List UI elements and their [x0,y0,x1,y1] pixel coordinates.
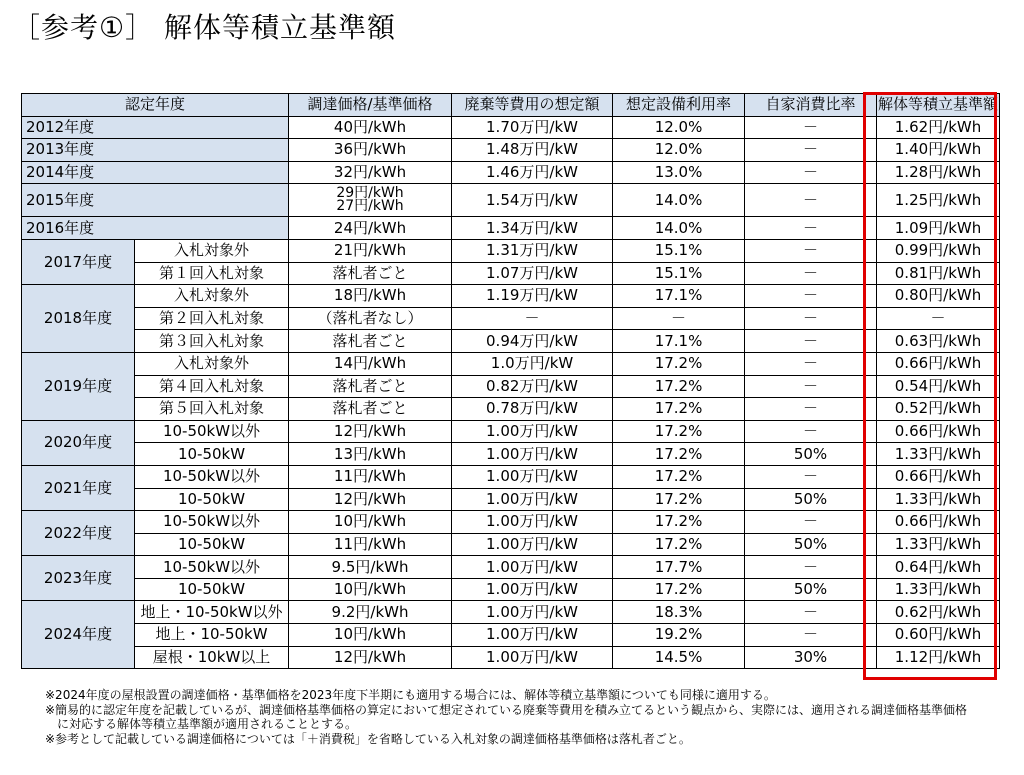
cost-cell: 1.07万円/kW [452,262,613,285]
subcategory-cell: 入札対象外 [135,352,289,375]
reserve-cell: 1.62円/kWh [877,116,1000,139]
selfuse-cell: － [745,556,877,579]
selfuse-cell: － [745,352,877,375]
reserve-table [21,93,1000,669]
reserve-cell: 0.66円/kWh [877,465,1000,488]
reserve-cell: 0.62円/kWh [877,601,1000,624]
reserve-cell: － [877,307,1000,330]
selfuse-cell: － [745,139,877,162]
footnotes [45,688,1020,746]
year-cell: 2018年度 [22,285,135,353]
year-cell: 2014年度 [22,161,289,184]
price-cell: 36円/kWh [289,139,452,162]
util-cell: 17.2% [613,511,745,534]
util-cell: － [613,307,745,330]
price-cell: 40円/kWh [289,116,452,139]
year-cell: 2020年度 [22,420,135,465]
reserve-cell: 1.09円/kWh [877,217,1000,240]
selfuse-cell: － [745,465,877,488]
subcategory-cell: 10-50kW以外 [135,511,289,534]
cost-cell: 1.0万円/kW [452,352,613,375]
price-cell: 10円/kWh [289,511,452,534]
cost-cell: 1.54万円/kW [452,184,613,217]
year-cell: 2017年度 [22,239,135,284]
cost-cell: 1.00万円/kW [452,488,613,511]
util-cell: 14.0% [613,184,745,217]
cost-cell: 1.00万円/kW [452,601,613,624]
selfuse-cell: － [745,330,877,353]
price-cell: 12円/kWh [289,488,452,511]
reserve-cell: 0.66円/kWh [877,420,1000,443]
table-row [22,161,1000,184]
table-row [22,578,1000,601]
util-cell: 12.0% [613,139,745,162]
table-row [22,511,1000,534]
util-cell: 17.1% [613,330,745,353]
table-row [22,285,1000,308]
header-selfuse: 自家消費比率 [745,94,877,117]
footnote-2-continued: に対応する解体等積立基準額が適用されることとする。 [57,717,358,731]
year-cell: 2022年度 [22,511,135,556]
reserve-cell: 0.60円/kWh [877,624,1000,647]
price-line-1: 29円/kWh [336,185,404,202]
price-cell: 落札者ごと [289,330,452,353]
cost-cell: 1.00万円/kW [452,420,613,443]
table-row [22,262,1000,285]
reserve-cell: 1.33円/kWh [877,443,1000,466]
year-cell: 2015年度 [22,184,289,217]
table-row [22,330,1000,353]
cost-cell: 1.19万円/kW [452,285,613,308]
util-cell: 17.2% [613,488,745,511]
subcategory-cell: 10-50kW以外 [135,556,289,579]
header-cost: 廃棄等費用の想定額 [452,94,613,117]
reserve-cell: 0.99円/kWh [877,239,1000,262]
price-cell: 12円/kWh [289,646,452,669]
reserve-cell: 0.54円/kWh [877,375,1000,398]
table-row [22,398,1000,421]
header-reserve: 解体等積立基準額 [877,94,1000,117]
price-cell: 21円/kWh [289,239,452,262]
reserve-cell: 0.64円/kWh [877,556,1000,579]
subcategory-cell: 地上・10-50kW以外 [135,601,289,624]
selfuse-cell: 30% [745,646,877,669]
util-cell: 13.0% [613,161,745,184]
year-cell: 2016年度 [22,217,289,240]
price-cell: 24円/kWh [289,217,452,240]
table-row [22,465,1000,488]
header-year: 認定年度 [22,94,289,117]
cost-cell: 1.34万円/kW [452,217,613,240]
reserve-cell: 1.33円/kWh [877,533,1000,556]
selfuse-cell: － [745,116,877,139]
cost-cell: 1.00万円/kW [452,443,613,466]
price-cell: 11円/kWh [289,465,452,488]
reserve-cell: 0.81円/kWh [877,262,1000,285]
util-cell: 17.2% [613,533,745,556]
util-cell: 17.2% [613,578,745,601]
header-price: 調達価格/基準価格 [289,94,452,117]
subcategory-cell: 第３回入札対象 [135,330,289,353]
cost-cell: 0.82万円/kW [452,375,613,398]
page-title: ［参考①］ 解体等積立基準額 [12,11,397,44]
cost-cell: 1.31万円/kW [452,239,613,262]
cost-cell: 1.00万円/kW [452,511,613,534]
reserve-cell: 1.12円/kWh [877,646,1000,669]
table-row [22,307,1000,330]
util-cell: 17.2% [613,352,745,375]
selfuse-cell: － [745,375,877,398]
subcategory-cell: 第２回入札対象 [135,307,289,330]
subcategory-cell: 入札対象外 [135,239,289,262]
table-row [22,443,1000,466]
util-cell: 18.3% [613,601,745,624]
table-row [22,139,1000,162]
reserve-cell: 1.33円/kWh [877,488,1000,511]
table-row [22,646,1000,669]
cost-cell: 1.48万円/kW [452,139,613,162]
util-cell: 17.1% [613,285,745,308]
subcategory-cell: 10-50kW以外 [135,420,289,443]
subcategory-cell: 10-50kW [135,488,289,511]
subcategory-cell: 第１回入札対象 [135,262,289,285]
selfuse-cell: 50% [745,533,877,556]
year-cell: 2021年度 [22,465,135,510]
table-row [22,352,1000,375]
selfuse-cell: － [745,285,877,308]
reserve-cell: 1.25円/kWh [877,184,1000,217]
table-row [22,420,1000,443]
price-cell [289,184,452,217]
price-line-2: 27円/kWh [336,198,404,215]
util-cell: 17.2% [613,420,745,443]
cost-cell: 1.00万円/kW [452,465,613,488]
util-cell: 17.2% [613,398,745,421]
reserve-cell: 1.28円/kWh [877,161,1000,184]
reserve-cell: 0.80円/kWh [877,285,1000,308]
cost-cell: 1.00万円/kW [452,556,613,579]
subcategory-cell: 屋根・10kW以上 [135,646,289,669]
selfuse-cell: 50% [745,578,877,601]
footnote-1: ※2024年度の屋根設置の調達価格・基準価格を2023年度下半期にも適用する場合には、解体等積立基準額についても同様に適用する。 [45,688,776,702]
table-row [22,488,1000,511]
subcategory-cell: 第４回入札対象 [135,375,289,398]
util-cell: 15.1% [613,239,745,262]
subcategory-cell: 10-50kW [135,443,289,466]
cost-cell: 1.00万円/kW [452,624,613,647]
price-cell: 落札者ごと [289,375,452,398]
selfuse-cell: － [745,239,877,262]
price-cell: 18円/kWh [289,285,452,308]
reserve-cell: 0.66円/kWh [877,352,1000,375]
util-cell: 14.5% [613,646,745,669]
year-cell: 2013年度 [22,139,289,162]
selfuse-cell: － [745,184,877,217]
table-row [22,116,1000,139]
price-cell: 11円/kWh [289,533,452,556]
price-cell: 10円/kWh [289,578,452,601]
util-cell: 17.2% [613,375,745,398]
year-cell: 2023年度 [22,556,135,601]
price-cell: 9.5円/kWh [289,556,452,579]
price-cell: 落札者ごと [289,398,452,421]
subcategory-cell: 地上・10-50kW [135,624,289,647]
cost-cell: 1.00万円/kW [452,533,613,556]
subcategory-cell: 10-50kW [135,533,289,556]
table-header-row [22,94,1000,117]
reserve-cell: 0.66円/kWh [877,511,1000,534]
selfuse-cell: 50% [745,488,877,511]
util-cell: 17.2% [613,465,745,488]
year-cell: 2024年度 [22,601,135,669]
selfuse-cell: 50% [745,443,877,466]
util-cell: 14.0% [613,217,745,240]
cost-cell: 1.70万円/kW [452,116,613,139]
util-cell: 19.2% [613,624,745,647]
table-row [22,601,1000,624]
selfuse-cell: － [745,601,877,624]
util-cell: 15.1% [613,262,745,285]
footnote-3: ※参考として記載している調達価格については「＋消費税」を省略している入札対象の調達価格基準価格は落札者ごと。 [45,731,691,746]
header-util: 想定設備利用率 [613,94,745,117]
year-cell: 2019年度 [22,352,135,420]
cost-cell: 0.94万円/kW [452,330,613,353]
reserve-table-container [21,93,999,669]
subcategory-cell: 入札対象外 [135,285,289,308]
price-cell: 落札者ごと [289,262,452,285]
price-cell: 13円/kWh [289,443,452,466]
subcategory-cell: 10-50kW [135,578,289,601]
year-cell: 2012年度 [22,116,289,139]
reserve-cell: 0.52円/kWh [877,398,1000,421]
price-cell: 14円/kWh [289,352,452,375]
price-cell: （落札者なし） [289,307,452,330]
selfuse-cell: － [745,624,877,647]
subcategory-cell: 10-50kW以外 [135,465,289,488]
table-row [22,184,1000,217]
cost-cell: － [452,307,613,330]
selfuse-cell: － [745,398,877,421]
price-cell: 9.2円/kWh [289,601,452,624]
cost-cell: 1.00万円/kW [452,646,613,669]
selfuse-cell: － [745,511,877,534]
util-cell: 17.2% [613,443,745,466]
cost-cell: 1.00万円/kW [452,578,613,601]
subcategory-cell: 第５回入札対象 [135,398,289,421]
util-cell: 12.0% [613,116,745,139]
price-cell: 32円/kWh [289,161,452,184]
cost-cell: 0.78万円/kW [452,398,613,421]
table-row [22,239,1000,262]
reserve-cell: 0.63円/kWh [877,330,1000,353]
table-row [22,556,1000,579]
selfuse-cell: － [745,420,877,443]
table-row [22,375,1000,398]
util-cell: 17.7% [613,556,745,579]
table-row [22,217,1000,240]
price-cell: 12円/kWh [289,420,452,443]
reserve-cell: 1.33円/kWh [877,578,1000,601]
selfuse-cell: － [745,262,877,285]
selfuse-cell: － [745,307,877,330]
footnote-2: ※簡易的に認定年度を記載しているが、調達価格基準価格の算定において想定されている廃棄等費用を積み立てるという観点から、実際には、適用される調達価格基準価格 [45,702,968,717]
selfuse-cell: － [745,161,877,184]
reserve-cell: 1.40円/kWh [877,139,1000,162]
price-cell: 10円/kWh [289,624,452,647]
selfuse-cell: － [745,217,877,240]
cost-cell: 1.46万円/kW [452,161,613,184]
table-row [22,624,1000,647]
table-row [22,533,1000,556]
